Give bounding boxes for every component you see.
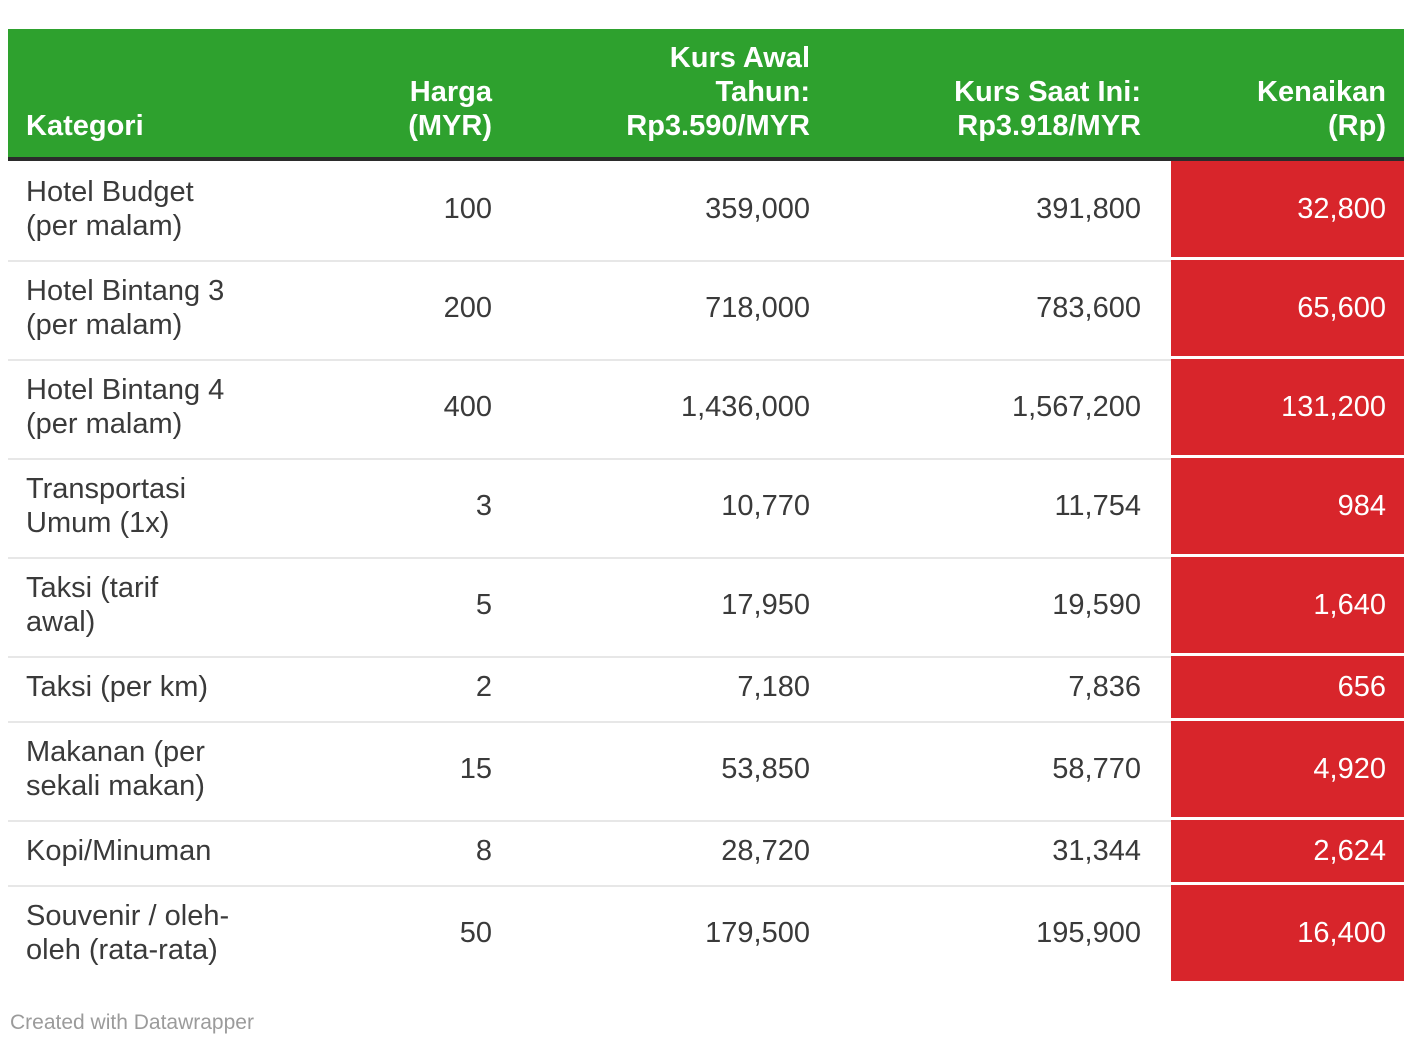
cell-kurs_awal: 7,180 xyxy=(510,653,828,718)
cell-kategori: Transportasi Umum (1x) xyxy=(8,455,294,554)
cell-kurs_awal: 17,950 xyxy=(510,554,828,653)
cell-kenaikan: 131,200 xyxy=(1171,356,1404,455)
column-header-harga_myr: Harga (MYR) xyxy=(294,29,510,161)
cell-kategori: Hotel Bintang 4 (per malam) xyxy=(8,356,294,455)
column-header-kenaikan: Kenaikan (Rp) xyxy=(1171,29,1404,161)
cell-kenaikan: 4,920 xyxy=(1171,718,1404,817)
cell-kurs_awal: 10,770 xyxy=(510,455,828,554)
cell-kategori: Hotel Bintang 3 (per malam) xyxy=(8,257,294,356)
table-row xyxy=(8,554,1404,653)
cell-kenaikan: 65,600 xyxy=(1171,257,1404,356)
cell-kategori: Taksi (tarif awal) xyxy=(8,554,294,653)
table-header xyxy=(8,29,1404,161)
cell-harga_myr: 8 xyxy=(294,817,510,882)
cell-kenaikan: 2,624 xyxy=(1171,817,1404,882)
cell-kenaikan: 32,800 xyxy=(1171,161,1404,257)
cell-kurs_awal: 359,000 xyxy=(510,161,828,257)
table-row xyxy=(8,257,1404,356)
cell-kategori: Taksi (per km) xyxy=(8,653,294,718)
cell-kurs_saat_ini: 11,754 xyxy=(828,455,1171,554)
cell-kurs_awal: 179,500 xyxy=(510,882,828,981)
cell-kategori: Souvenir / oleh- oleh (rata-rata) xyxy=(8,882,294,981)
column-header-kurs_awal: Kurs Awal Tahun: Rp3.590/MYR xyxy=(510,29,828,161)
cell-kurs_awal: 1,436,000 xyxy=(510,356,828,455)
cell-kurs_saat_ini: 7,836 xyxy=(828,653,1171,718)
cell-harga_myr: 15 xyxy=(294,718,510,817)
cell-kurs_saat_ini: 19,590 xyxy=(828,554,1171,653)
table-row xyxy=(8,882,1404,981)
header-row xyxy=(8,29,1404,161)
table-row xyxy=(8,356,1404,455)
cell-harga_myr: 5 xyxy=(294,554,510,653)
cell-kurs_saat_ini: 31,344 xyxy=(828,817,1171,882)
cell-kategori: Makanan (per sekali makan) xyxy=(8,718,294,817)
cell-kategori: Hotel Budget (per malam) xyxy=(8,161,294,257)
cell-kategori: Kopi/Minuman xyxy=(8,817,294,882)
column-header-kategori: Kategori xyxy=(8,29,294,161)
datawrapper-credit-link[interactable]: Created with Datawrapper xyxy=(10,1011,254,1034)
table-row xyxy=(8,455,1404,554)
cell-kurs_awal: 718,000 xyxy=(510,257,828,356)
table-row xyxy=(8,817,1404,882)
cell-kurs_saat_ini: 58,770 xyxy=(828,718,1171,817)
cell-kenaikan: 1,640 xyxy=(1171,554,1404,653)
cell-harga_myr: 50 xyxy=(294,882,510,981)
cell-harga_myr: 200 xyxy=(294,257,510,356)
cell-harga_myr: 400 xyxy=(294,356,510,455)
cell-kenaikan: 984 xyxy=(1171,455,1404,554)
cell-kurs_saat_ini: 1,567,200 xyxy=(828,356,1171,455)
table-body xyxy=(8,161,1404,981)
data-table xyxy=(8,29,1404,981)
cell-kurs_saat_ini: 783,600 xyxy=(828,257,1171,356)
cell-kurs_saat_ini: 195,900 xyxy=(828,882,1171,981)
table-row xyxy=(8,718,1404,817)
cell-kurs_saat_ini: 391,800 xyxy=(828,161,1171,257)
cell-kurs_awal: 28,720 xyxy=(510,817,828,882)
cell-kenaikan: 656 xyxy=(1171,653,1404,718)
cell-harga_myr: 100 xyxy=(294,161,510,257)
column-header-kurs_saat_ini: Kurs Saat Ini: Rp3.918/MYR xyxy=(828,29,1171,161)
cell-kenaikan: 16,400 xyxy=(1171,882,1404,981)
table-row xyxy=(8,653,1404,718)
table-row xyxy=(8,161,1404,257)
cell-harga_myr: 3 xyxy=(294,455,510,554)
cell-harga_myr: 2 xyxy=(294,653,510,718)
cell-kurs_awal: 53,850 xyxy=(510,718,828,817)
